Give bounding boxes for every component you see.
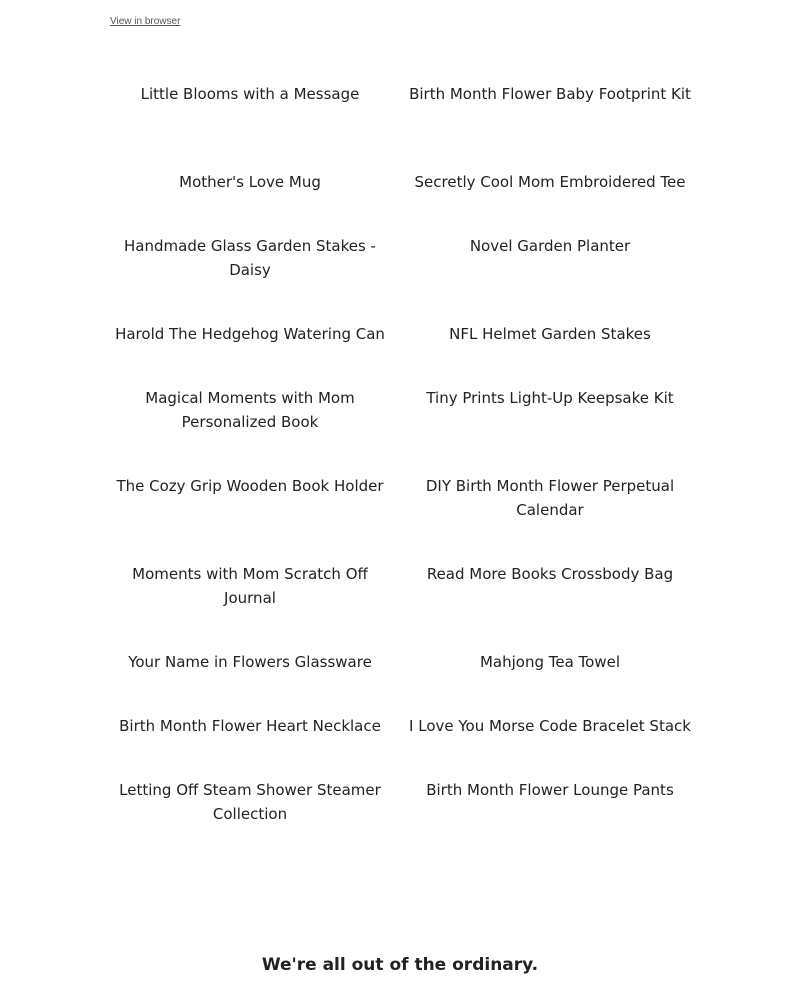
product-link[interactable]: Magical Moments with Mom Personalized Book xyxy=(145,389,355,431)
product-row xyxy=(100,234,700,322)
product-row xyxy=(100,778,700,866)
product-link[interactable]: Birth Month Flower Heart Necklace xyxy=(119,717,381,735)
product-row xyxy=(100,562,700,650)
product-link[interactable]: Letting Off Steam Shower Steamer Collection xyxy=(119,781,381,823)
product-link[interactable]: Moments with Mom Scratch Off Journal xyxy=(132,565,368,607)
product-link[interactable]: Mother's Love Mug xyxy=(179,173,321,191)
product-link[interactable]: Birth Month Flower Lounge Pants xyxy=(426,781,674,799)
product-link[interactable]: Little Blooms with a Message xyxy=(140,85,360,103)
product-link[interactable]: Tiny Prints Light-Up Keepsake Kit xyxy=(426,389,674,407)
product-link[interactable]: I Love You Morse Code Bracelet Stack xyxy=(409,717,691,735)
product-link[interactable]: DIY Birth Month Flower Perpetual Calendar xyxy=(425,477,675,519)
product-link[interactable]: Your Name in Flowers Glassware xyxy=(128,653,372,671)
product-link[interactable]: Harold The Hedgehog Watering Can xyxy=(115,325,385,343)
product-row xyxy=(100,650,700,714)
product-link[interactable]: Read More Books Crossbody Bag xyxy=(426,565,674,583)
footer-tagline: We're all out of the ordinary. xyxy=(261,955,539,975)
view-in-browser-link[interactable]: View in browser xyxy=(110,16,181,27)
product-row xyxy=(100,170,700,234)
product-link[interactable]: Novel Garden Planter xyxy=(469,237,631,255)
product-link[interactable]: The Cozy Grip Wooden Book Holder xyxy=(116,477,384,495)
product-link[interactable]: NFL Helmet Garden Stakes xyxy=(449,325,651,343)
product-row xyxy=(100,322,700,386)
product-link[interactable]: Secretly Cool Mom Embroidered Tee xyxy=(414,173,686,191)
product-row xyxy=(100,474,700,562)
product-link[interactable]: Handmade Glass Garden Stakes - Daisy xyxy=(124,237,376,279)
product-row xyxy=(100,714,700,778)
product-link[interactable]: Mahjong Tea Towel xyxy=(479,653,621,671)
product-link[interactable]: Birth Month Flower Baby Footprint Kit xyxy=(409,85,691,103)
product-row xyxy=(100,82,700,170)
product-grid xyxy=(100,82,700,866)
product-row xyxy=(100,386,700,474)
